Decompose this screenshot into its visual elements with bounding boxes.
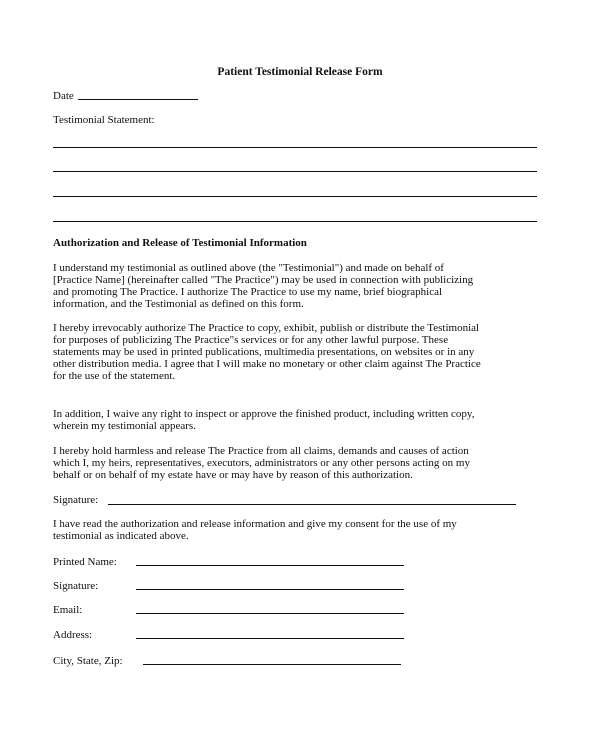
statement-line-2[interactable] — [53, 171, 537, 172]
authorization-heading: Authorization and Release of Testimonial Information — [53, 237, 307, 249]
address-field[interactable] — [136, 638, 404, 639]
paragraph-line: for purposes of publicizing The Practice"s services or for any other lawful purpose. These — [53, 334, 449, 346]
city-state-zip-label: City, State, Zip: — [53, 655, 123, 667]
paragraph-line: I hereby hold harmless and release The Practice from all claims, demands and causes of action — [53, 445, 469, 457]
paragraph-hold-harmless — [53, 445, 470, 481]
paragraph-line: and promoting The Practice. I authorize The Practice to use my name, brief biographical — [53, 286, 443, 298]
address-label: Address: — [53, 629, 93, 641]
paragraph-line: other distribution media. I agree that I will make no monetary or other claim against The Practice — [53, 358, 481, 370]
date-label: Date — [53, 90, 74, 102]
city-state-zip-field[interactable] — [143, 664, 401, 665]
paragraph-authorize — [53, 322, 481, 382]
testimonial-statement-label: Testimonial Statement: — [53, 114, 155, 126]
paragraph-line: In addition, I waive any right to inspect or approve the finished product, including written copy, — [53, 408, 475, 420]
paragraph-line: I hereby irrevocably authorize The Practice to copy, exhibit, publish or distribute the Testimonial — [53, 322, 480, 334]
contact-signature-label: Signature: — [53, 580, 99, 592]
statement-line-3[interactable] — [53, 196, 537, 197]
printed-name-field[interactable] — [136, 565, 404, 566]
paragraph-line: wherein my testimonial appears. — [53, 420, 196, 432]
paragraph-line: statements may be used in printed publications, multimedia presentations, on websites or in any — [53, 346, 475, 358]
form-title: Patient Testimonial Release Form — [217, 66, 383, 78]
paragraph-understanding — [53, 262, 473, 310]
paragraph-line: I have read the authorization and release information and give my consent for the use of my — [53, 518, 457, 530]
paragraph-line: I understand my testimonial as outlined above (the "Testimonial") and made on behalf of — [53, 262, 444, 274]
paragraph-line: behalf or on behalf of my estate have or may have by reason of this authorization. — [53, 469, 413, 481]
printed-name-label: Printed Name: — [53, 556, 117, 568]
paragraph-line: for the use of the statement. — [53, 370, 176, 382]
signature-label: Signature: — [53, 494, 99, 506]
paragraph-waiver — [53, 408, 474, 432]
email-field[interactable] — [136, 613, 404, 614]
statement-line-4[interactable] — [53, 221, 537, 222]
paragraph-line: testimonial as indicated above. — [53, 530, 189, 542]
statement-line-1[interactable] — [53, 147, 537, 148]
contact-signature-field[interactable] — [136, 589, 404, 590]
paragraph-line: information, and the Testimonial as defined on this form. — [53, 298, 304, 310]
paragraph-line: which I, my heirs, representatives, executors, administrators or any other persons acting on my — [53, 457, 470, 469]
paragraph-line: [Practice Name] (hereinafter called "The Practice") may be used in connection with publicizing — [53, 274, 474, 286]
date-field[interactable] — [78, 99, 198, 100]
consent-paragraph — [53, 518, 457, 542]
email-label: Email: — [53, 604, 83, 616]
signature-field[interactable] — [108, 504, 516, 505]
